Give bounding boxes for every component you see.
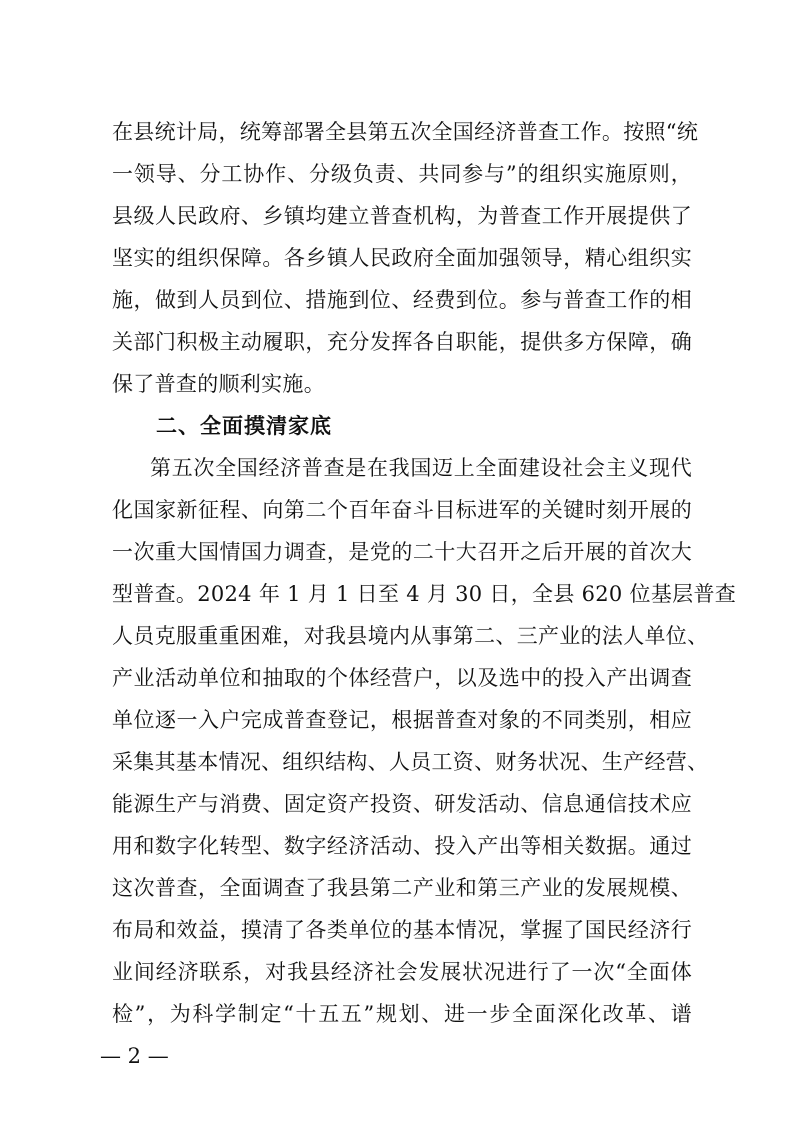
paragraph-1-line-5: 施，做到人员到位、措施到位、经费到位。参与普查工作的相: [112, 288, 692, 312]
paragraph-2-line-5: 人员克服重重困难，对我县境内从事第二、三产业的法人单位、: [112, 624, 709, 648]
paragraph-2-line-9: 能源生产与消费、固定资产投资、研发活动、信息通信技术应: [112, 792, 692, 816]
paragraph-2-line-6: 产业活动单位和抽取的个体经营户，以及选中的投入产出调查: [112, 666, 692, 690]
paragraph-2-line-8: 采集其基本情况、组织结构、人员工资、财务状况、生产经营、: [112, 750, 709, 774]
paragraph-2-line-11: 这次普查，全面调查了我县第二产业和第三产业的发展规模、: [112, 876, 692, 900]
paragraph-1-line-3: 县级人民政府、乡镇均建立普查机构，为普查工作开展提供了: [112, 204, 692, 228]
paragraph-2-line-13: 业间经济联系，对我县经济社会发展状况进行了一次“全面体: [112, 960, 692, 984]
paragraph-2-line-1: 第五次全国经济普查是在我国迈上全面建设社会主义现代: [150, 456, 692, 480]
paragraph-2-line-12: 布局和效益，摸清了各类单位的基本情况，掌握了国民经济行: [112, 918, 692, 942]
paragraph-2-line-7: 单位逐一入户完成普查登记，根据普查对象的不同类别，相应: [112, 708, 692, 732]
section-heading: 二、全面摸清家底: [156, 414, 332, 438]
page-number: — 2 —: [100, 1044, 169, 1068]
paragraph-1-line-7: 保了普查的顺利实施。: [112, 372, 325, 396]
paragraph-2-line-10: 用和数字化转型、数字经济活动、投入产出等相关数据。通过: [112, 834, 692, 858]
paragraph-1-line-6: 关部门积极主动履职，充分发挥各自职能，提供多方保障，确: [112, 330, 692, 354]
paragraph-2-line-14: 检”，为科学制定“十五五”规划、进一步全面深化改革、谱: [112, 1002, 692, 1026]
paragraph-1-line-1: 在县统计局，统筹部署全县第五次全国经济普查工作。按照“统: [112, 120, 699, 144]
paragraph-2-line-4: 型普查。2024 年 1 月 1 日至 4 月 30 日，全县 620 位基层普查: [112, 582, 737, 606]
paragraph-2-line-3: 一次重大国情国力调查，是党的二十大召开之后开展的首次大: [112, 540, 692, 564]
paragraph-2-line-2: 化国家新征程、向第二个百年奋斗目标进军的关键时刻开展的: [112, 498, 692, 522]
paragraph-1-line-2: 一领导、分工协作、分级负责、共同参与”的组织实施原则，: [112, 162, 692, 186]
paragraph-1-line-4: 坚实的组织保障。各乡镇人民政府全面加强领导，精心组织实: [112, 246, 692, 270]
